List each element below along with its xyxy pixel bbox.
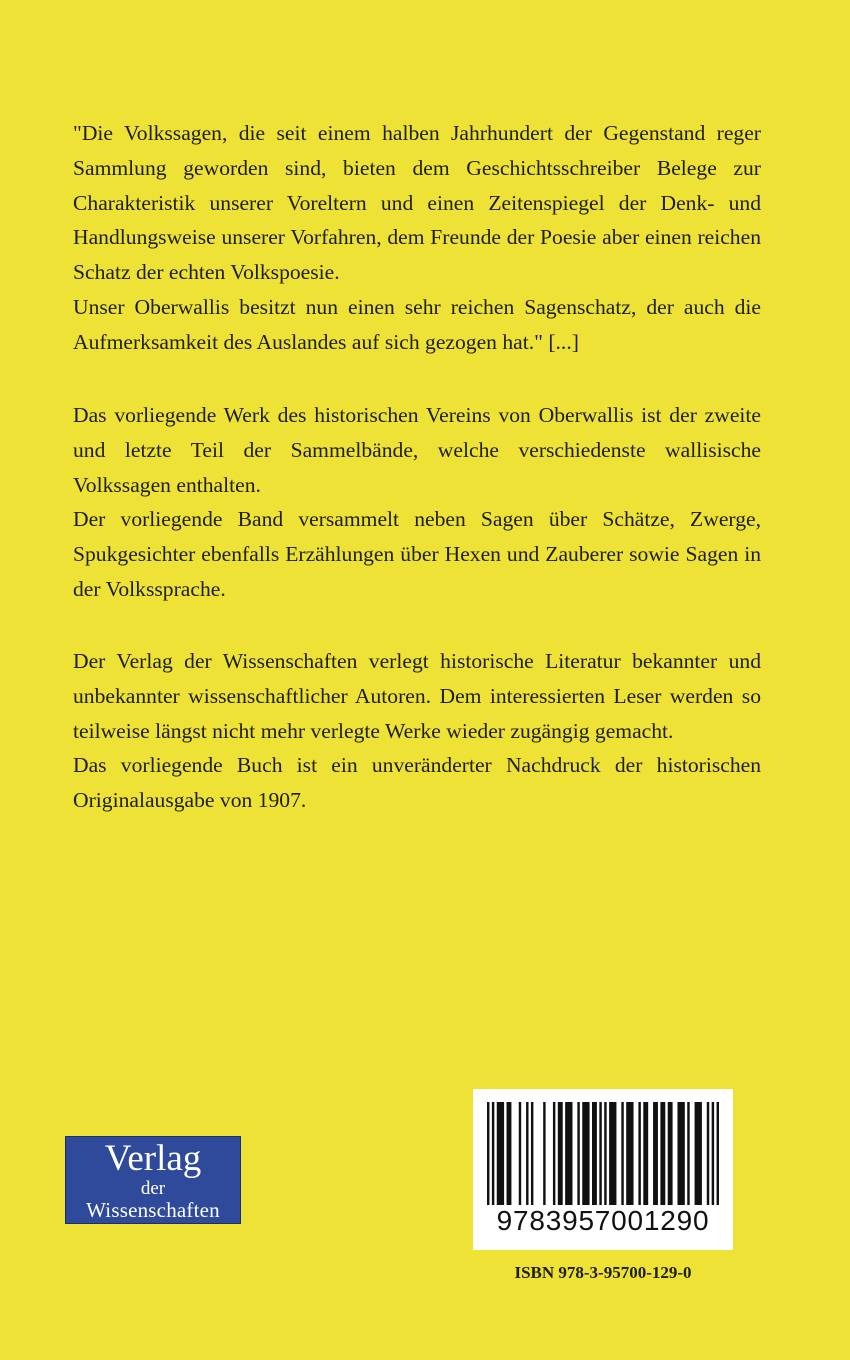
barcode — [473, 1089, 733, 1250]
barcode-bar — [604, 1102, 606, 1205]
barcode-bar — [558, 1102, 563, 1205]
barcode-bars — [487, 1102, 719, 1205]
barcode-bar — [592, 1102, 597, 1205]
barcode-bar — [653, 1102, 658, 1205]
barcode-bar — [577, 1102, 579, 1205]
blurb-paragraph: Der vorliegende Band versammelt neben Sagen über Schätze, Zwerge, Spukgesichter ebenfalls Erzählungen über Hexen und Zauberer sowie Sagen in der Volkssprache. — [73, 507, 761, 601]
blurb-description-section — [73, 398, 761, 607]
barcode-bar — [582, 1102, 589, 1205]
barcode-bar — [668, 1102, 673, 1205]
barcode-bar — [599, 1102, 601, 1205]
blurb-paragraph: "Die Volkssagen, die seit einem halben Jahrhundert der Gegenstand reger Sammlung geworden sind, bieten dem Geschichtsschreiber Belege zur Charakteristik unserer Voreltern und einen Zeitenspiegel der Denk- und Handlungsweise unserer Vorfahren, dem Freunde der Poesie aber einen reichen Schatz der echten Volkspoesie. — [73, 121, 761, 285]
blurb-paragraph: Das vorliegende Werk des historischen Vereins von Oberwallis ist der zweite und letzte Teil der Sammelbände, welche verschiedenste wallisische Volkssagen enthalten. — [73, 403, 761, 497]
barcode-bar — [677, 1102, 684, 1205]
publisher-logo-line: Verlag — [104, 1138, 202, 1179]
barcode-bar — [519, 1102, 521, 1205]
barcode-bar — [707, 1102, 709, 1205]
barcode-bar — [507, 1102, 512, 1205]
barcode-bar — [565, 1102, 572, 1205]
blurb-paragraph: Der Verlag der Wissenschaften verlegt historische Literatur bekannter und unbekannter wissenschaftlicher Autoren. Dem interessierten Leser werden so teilweise längst nicht mehr verlegte Werke wieder zugängig gemacht. — [73, 649, 761, 743]
publisher-logo — [65, 1136, 241, 1224]
publisher-logo-line: Wissenschaften — [86, 1198, 220, 1222]
barcode-bar — [492, 1102, 494, 1205]
barcode-bar — [487, 1102, 489, 1205]
barcode-bar — [497, 1102, 504, 1205]
isbn-label: ISBN 978-3-95700-129-0 — [514, 1263, 692, 1282]
blurb-paragraph: Das vorliegende Buch ist ein unveränderter Nachdruck der historischen Originalausgabe von 1907. — [73, 753, 761, 813]
blurb-paragraph: Unser Oberwallis besitzt nun einen sehr reichen Sagenschatz, der auch die Aufmerksamkeit des Auslandes auf sich gezogen hat." [...] — [73, 294, 761, 354]
barcode-bar — [660, 1102, 665, 1205]
barcode-bar — [687, 1102, 689, 1205]
barcode-bar — [695, 1102, 702, 1205]
barcode-bar — [526, 1102, 528, 1205]
publisher-logo-line: der — [140, 1178, 166, 1199]
barcode-bar — [543, 1102, 545, 1205]
barcode-bar — [609, 1102, 616, 1205]
barcode-bar — [717, 1102, 719, 1205]
barcode-bar — [553, 1102, 555, 1205]
barcode-bar — [531, 1102, 533, 1205]
barcode-bar — [712, 1102, 714, 1205]
barcode-bar — [621, 1102, 623, 1205]
barcode-bar — [638, 1102, 640, 1205]
blurb-quote-section — [73, 116, 761, 360]
barcode-number: 9783957001290 — [496, 1205, 710, 1236]
barcode-bar — [643, 1102, 648, 1205]
barcode-bar — [626, 1102, 633, 1205]
blurb-publisher-section — [73, 644, 761, 818]
